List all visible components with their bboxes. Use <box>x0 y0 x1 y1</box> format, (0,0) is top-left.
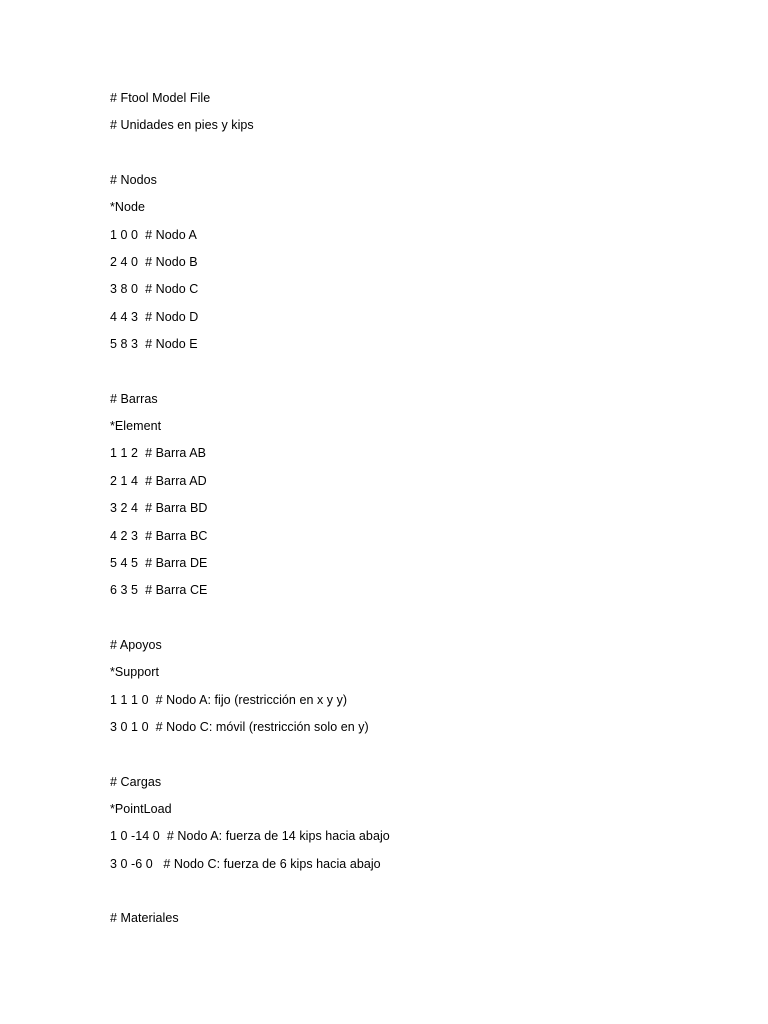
blank-line <box>110 741 710 768</box>
document-line: 3 8 0 # Nodo C <box>110 282 199 297</box>
document-line: 1 0 -14 0 # Nodo A: fuerza de 14 kips hacia abajo <box>110 829 390 844</box>
document-line: # Ftool Model File <box>110 91 211 105</box>
document-line: 6 3 5 # Barra CE <box>110 583 208 598</box>
document-line: # Cargas <box>110 774 162 789</box>
document-line: # Unidades en pies y kips <box>110 118 254 133</box>
document-line: 4 2 3 # Barra BC <box>110 528 208 543</box>
document-body <box>110 85 710 933</box>
document-line: *Support <box>110 665 160 680</box>
document-line: 5 8 3 # Nodo E <box>110 337 198 352</box>
document-line: 1 1 2 # Barra AB <box>110 446 207 461</box>
document-line: *PointLoad <box>110 801 172 816</box>
blank-line <box>110 358 710 385</box>
blank-line <box>110 878 710 905</box>
document-line: 5 4 5 # Barra DE <box>110 555 208 570</box>
document-line: # Nodos <box>110 173 157 188</box>
document-line: 3 2 4 # Barra BD <box>110 501 208 516</box>
document-line: # Apoyos <box>110 637 162 652</box>
document-line: *Node <box>110 200 145 215</box>
document-line: # Materiales <box>110 911 179 926</box>
document-line: 1 0 0 # Nodo A <box>110 227 197 242</box>
document-line: # Barras <box>110 391 158 406</box>
document-line: 2 1 4 # Barra AD <box>110 473 207 488</box>
blank-line <box>110 605 710 632</box>
document-line: 1 1 1 0 # Nodo A: fijo (restricción en x y y) <box>110 692 348 707</box>
document-line: 2 4 0 # Nodo B <box>110 255 198 270</box>
document-line: 4 4 3 # Nodo D <box>110 309 199 324</box>
blank-line <box>110 140 710 167</box>
document-line: 3 0 -6 0 # Nodo C: fuerza de 6 kips hacia abajo <box>110 856 381 871</box>
document-line: 3 0 1 0 # Nodo C: móvil (restricción solo en y) <box>110 719 369 734</box>
document-line: *Element <box>110 419 162 434</box>
